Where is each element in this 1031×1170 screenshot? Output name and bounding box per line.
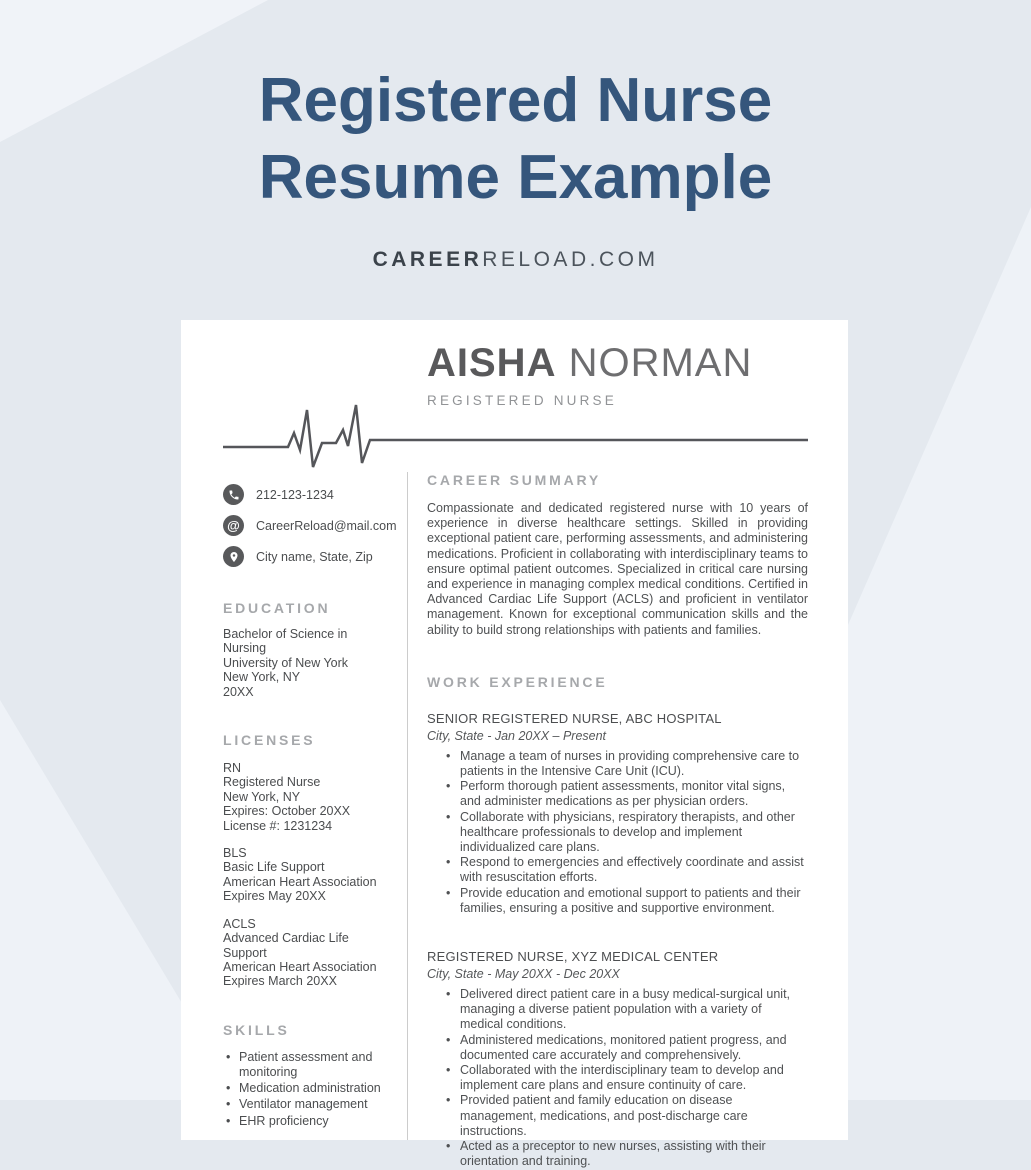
licenses-heading: LICENSES [223,732,316,749]
ekg-heartbeat-line [221,400,810,470]
bullet-icon: • [446,1032,451,1047]
job-entry-abc-hospital [427,711,808,916]
banner-title-line1: Registered Nurse [258,66,773,135]
bullet-icon: • [226,1097,231,1112]
job-bullet-text: Delivered direct patient care in a busy medical-surgical unit, managing a diverse patient population with a variety of medical conditions. [460,987,791,1032]
job-entry-xyz-medical-center [427,949,808,1169]
candidate-name [427,342,752,384]
bullet-icon: • [446,1063,451,1078]
license-line: American Heart Association [223,874,377,889]
job-bullet-text: Respond to emergencies and effectively coordinate and assist with resuscitation efforts. [460,855,804,885]
license-item-acls [223,917,393,989]
license-line: Basic Life Support [223,860,325,875]
resume-card [181,320,848,1169]
brand-wordmark [0,248,1031,272]
candidate-job-title: REGISTERED NURSE [427,393,617,408]
contact-location [223,546,393,567]
license-line: Expires: October 20XX [223,804,351,819]
resume-body [223,472,808,1169]
job-bullet [427,749,808,779]
skill-text: Patient assessment and monitoring [239,1049,373,1079]
skill-text: Ventilator management [239,1097,368,1112]
job-title: REGISTERED NURSE, XYZ MEDICAL CENTER [427,949,719,965]
phone-number: 212-123-1234 [256,487,334,502]
brand-bold: CAREER [372,248,483,271]
job-bullet-text: Collaborated with the interdisciplinary team to develop and implement care plans and ensure continuity of care. [460,1063,784,1093]
job-bullet-text: Provide education and emotional support to patients and their families, ensuring a positive and supportive environment. [460,885,801,915]
education-heading: EDUCATION [223,600,331,616]
license-line: Registered Nurse [223,775,321,790]
banner [0,62,1031,272]
bullet-icon: • [446,809,451,824]
resume-header [427,342,752,408]
career-summary-text: Compassionate and dedicated registered nurse with 10 years of experience in diverse healthcare settings. Skilled in providing exceptional patient care, performing assessments, and administering medications. Proficient in collaborating with interdisciplinary teams to ensure optimal patient outcomes. Specialized in critical care nursing and experience in managing complex medical conditions. Certified in Advanced Cardiac Life Support (ACLS) and proficient in ventilator management. Known for exceptional communication skills and the ability to build strong relationships with patients and families. [427,501,808,637]
bullet-icon: • [226,1113,231,1128]
job-bullet-text: Collaborate with physicians, respiratory therapists, and other healthcare professionals to develop and implement individualized care plans. [460,809,795,855]
bullet-icon: • [446,748,451,763]
education-year: 20XX [223,684,254,699]
job-bullet [427,987,808,1033]
job-bullet-list [427,749,808,916]
job-location-dates: City, State - Jan 20XX – Present [427,728,607,743]
job-bullet-text: Administered medications, monitored patient progress, and documented care accurately and comprehensively. [460,1032,787,1062]
at-icon: @ [223,515,244,536]
skill-text: EHR proficiency [239,1113,329,1128]
brand-light: RELOAD.COM [482,248,659,271]
license-line: BLS [223,846,247,861]
bullet-icon: • [446,885,451,900]
job-bullet [427,1033,808,1063]
job-bullet-text: Perform thorough patient assessments, monitor vital signs, and administer medications as per physician orders. [460,779,786,809]
education-degree: Bachelor of Science in Nursing [223,627,348,656]
license-line: Expires March 20XX [223,974,337,989]
bullet-icon: • [446,779,451,794]
license-line: New York, NY [223,789,301,804]
job-bullet [427,1063,808,1093]
resume-sidebar [223,472,408,1140]
location-pin-icon [223,546,244,567]
resume-main-column [408,472,808,1169]
bullet-icon: • [226,1081,231,1096]
bullet-icon: • [446,1139,451,1154]
location-text: City name, State, Zip [256,549,373,564]
job-bullet [427,810,808,856]
education-details [223,627,393,699]
work-experience-heading: WORK EXPERIENCE [427,673,608,690]
skill-item [223,1081,393,1096]
job-title: SENIOR REGISTERED NURSE, ABC HOSPITAL [427,710,722,726]
phone-icon [223,484,244,505]
email-address: CareerReload@mail.com [256,518,397,533]
skill-text: Medication administration [239,1081,381,1096]
job-bullet [427,779,808,809]
license-line: RN [223,761,242,776]
bullet-icon: • [226,1049,231,1064]
job-bullet-list [427,987,808,1169]
license-item-rn [223,761,393,833]
license-item-bls [223,846,393,904]
skills-list [223,1050,393,1129]
license-line: Expires May 20XX [223,889,326,904]
banner-title-line2: Resume Example [258,143,773,212]
job-bullet-text: Provided patient and family education on disease management, medications, and post-discharge care instructions. [460,1093,748,1138]
career-summary-heading: CAREER SUMMARY [427,472,602,488]
bullet-icon: • [446,987,451,1002]
license-line: ACLS [223,916,256,931]
education-school: University of New York [223,655,349,670]
job-location-dates: City, State - May 20XX - Dec 20XX [427,967,620,982]
job-bullet [427,1093,808,1139]
skills-heading: SKILLS [223,1021,290,1038]
education-location: New York, NY [223,670,301,685]
job-bullet [427,855,808,885]
bullet-icon: • [446,1093,451,1108]
license-line: American Heart Association [223,959,377,974]
contact-phone [223,484,393,505]
license-line: Advanced Cardiac Life Support [223,931,349,960]
contact-section [223,484,397,567]
skill-item [223,1050,393,1080]
job-bullet [427,1139,808,1169]
license-line: License #: 1231234 [223,818,333,833]
candidate-last-name: NORMAN [568,341,753,385]
job-bullet-text: Acted as a preceptor to new nurses, assisting with their orientation and training. [460,1139,766,1169]
candidate-first-name: AISHA [427,341,557,385]
job-bullet-text: Manage a team of nurses in providing comprehensive care to patients in the Intensive Care Unit (ICU). [460,748,800,779]
contact-email [223,515,397,536]
job-bullet [427,886,808,916]
skill-item [223,1114,393,1129]
bullet-icon: • [446,855,451,870]
